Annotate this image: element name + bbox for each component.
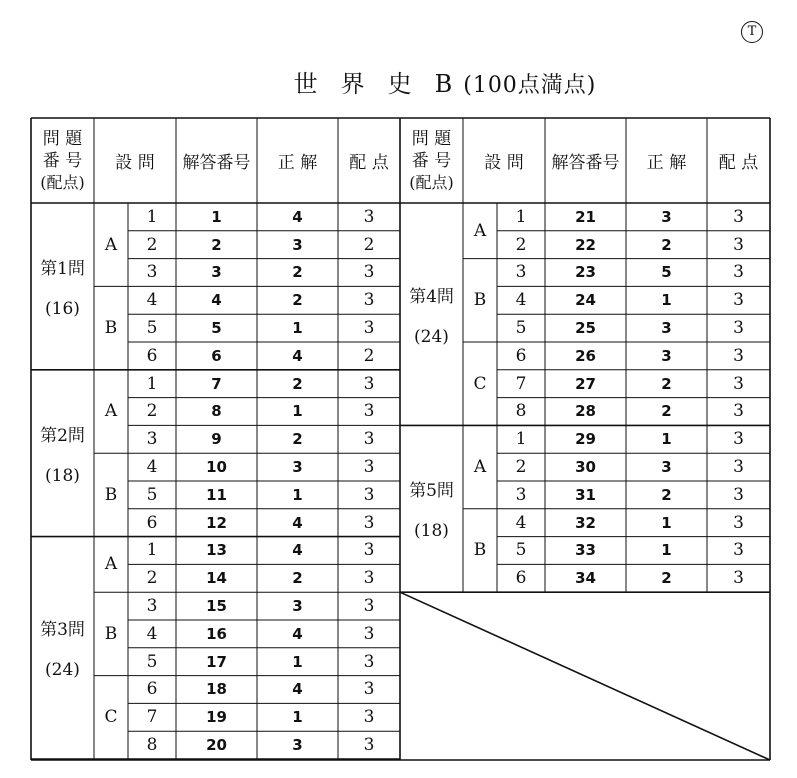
score-value: 3 [733, 262, 744, 283]
group-label: B [473, 290, 487, 311]
score-value: 3 [733, 484, 744, 505]
correct-answer: 2 [292, 263, 303, 282]
correct-answer: 1 [661, 541, 672, 560]
question-number: 6 [146, 512, 158, 533]
group-label: C [473, 373, 487, 394]
question-number: 2 [146, 234, 158, 255]
score-value: 3 [733, 234, 744, 255]
correct-answer: 1 [292, 708, 303, 727]
answer-number: 7 [211, 374, 222, 393]
section-title: 第3問 [40, 620, 85, 641]
answer-number: 10 [206, 458, 227, 477]
score-value: 3 [363, 623, 375, 644]
correct-answer: 3 [292, 736, 303, 755]
correct-answer: 1 [292, 485, 303, 504]
answer-number: 27 [575, 374, 596, 393]
title-char: B [434, 70, 454, 98]
answer-number: 15 [206, 597, 227, 616]
correct-answer: 1 [661, 513, 672, 532]
section-name [31, 203, 94, 370]
correct-answer: 4 [292, 346, 303, 365]
correct-answer: 3 [292, 235, 303, 254]
score-value: 3 [363, 290, 375, 311]
header-score: 配 点 [349, 153, 389, 173]
correct-answer: 1 [292, 652, 303, 671]
answer-number: 19 [206, 708, 227, 727]
score-value: 3 [733, 540, 744, 561]
score-value: 2 [363, 234, 375, 255]
question-number: 7 [515, 373, 527, 394]
answer-number: 6 [211, 346, 222, 365]
group-label: A [104, 234, 118, 255]
score-value: 3 [733, 206, 744, 227]
correct-answer: 4 [292, 624, 303, 643]
title-points: (100点満点) [463, 73, 597, 98]
answer-number: 11 [206, 485, 227, 504]
answer-number: 28 [575, 402, 596, 421]
score-value: 3 [363, 484, 375, 505]
correct-answer: 3 [292, 458, 303, 477]
question-number: 2 [515, 234, 527, 255]
question-number: 2 [146, 568, 158, 589]
question-number: 3 [515, 484, 527, 505]
answer-number: 14 [206, 569, 227, 588]
answer-number: 4 [211, 291, 222, 310]
question-number: 7 [146, 707, 158, 728]
header-answer-number: 解答番号 [551, 153, 620, 173]
section-total-score: (18) [45, 465, 80, 486]
correct-answer: 3 [661, 346, 672, 365]
question-number: 1 [146, 540, 158, 561]
section-total-score: (16) [45, 298, 80, 319]
score-value: 3 [363, 679, 375, 700]
answer-number: 16 [206, 624, 227, 643]
score-value: 3 [363, 568, 375, 589]
answer-number: 3 [211, 263, 222, 282]
section-name [400, 425, 463, 592]
answer-number: 23 [575, 263, 596, 282]
answer-number: 9 [211, 430, 222, 449]
correct-answer: 2 [661, 569, 672, 588]
score-value: 3 [363, 596, 375, 617]
section-total-score: (24) [414, 326, 449, 347]
correct-answer: 1 [661, 430, 672, 449]
question-number: 5 [146, 318, 158, 339]
title-char: 史 [387, 70, 413, 98]
correct-answer: 4 [292, 513, 303, 532]
correct-answer: 3 [661, 458, 672, 477]
score-value: 3 [363, 429, 375, 450]
header-correct: 正 解 [277, 153, 318, 173]
correct-answer: 3 [661, 319, 672, 338]
section-title: 第1問 [40, 258, 85, 279]
answer-number: 33 [575, 541, 596, 560]
question-number: 1 [515, 429, 527, 450]
score-value: 3 [363, 318, 375, 339]
score-value: 3 [733, 429, 744, 450]
group-label: A [104, 401, 118, 422]
answer-number: 26 [575, 346, 596, 365]
question-number: 8 [515, 401, 527, 422]
correct-answer: 2 [292, 569, 303, 588]
question-number: 1 [515, 206, 527, 227]
correct-answer: 1 [661, 291, 672, 310]
question-number: 3 [146, 429, 158, 450]
score-value: 3 [733, 373, 744, 394]
correct-answer: 2 [661, 402, 672, 421]
answer-number: 32 [575, 513, 596, 532]
answer-number: 31 [575, 485, 596, 504]
question-number: 6 [515, 568, 527, 589]
section-name [31, 370, 94, 537]
answer-number: 20 [206, 736, 227, 755]
header-problem-line: 問 題 [42, 128, 83, 149]
score-value: 3 [363, 401, 375, 422]
question-number: 5 [515, 540, 527, 561]
header-question: 設 問 [484, 153, 524, 173]
answer-number: 13 [206, 541, 227, 560]
correct-answer: 2 [661, 374, 672, 393]
score-value: 3 [363, 512, 375, 533]
question-number: 1 [146, 206, 158, 227]
header-problem-number [31, 118, 94, 203]
header-score: 配 点 [718, 153, 759, 173]
section-title: 第5問 [409, 481, 454, 502]
correct-answer: 1 [292, 402, 303, 421]
answer-number: 34 [575, 569, 596, 588]
question-number: 4 [146, 457, 158, 478]
score-value: 3 [363, 262, 375, 283]
correct-answer: 4 [292, 680, 303, 699]
score-value: 3 [733, 457, 744, 478]
answer-number: 2 [211, 235, 222, 254]
group-label: B [473, 540, 487, 561]
section-title: 第4問 [409, 286, 454, 307]
header-problem-line: (配点) [40, 172, 85, 192]
score-value: 3 [363, 707, 375, 728]
answer-number: 17 [206, 652, 227, 671]
question-number: 6 [146, 345, 158, 366]
grid-line [400, 592, 770, 760]
section-total-score: (18) [414, 521, 449, 542]
correct-answer: 5 [661, 263, 672, 282]
header-question: 設 問 [115, 153, 155, 173]
answer-number: 30 [575, 458, 596, 477]
score-value: 3 [363, 206, 375, 227]
header-problem-line: 問 題 [411, 128, 452, 149]
group-label: B [104, 484, 118, 505]
header-correct: 正 解 [646, 153, 687, 173]
answer-number: 21 [575, 207, 596, 226]
answer-number: 18 [206, 680, 227, 699]
section-total-score: (24) [45, 660, 80, 681]
correct-answer: 4 [292, 207, 303, 226]
section-title: 第2問 [40, 425, 85, 446]
header-problem-line: (配点) [409, 172, 454, 192]
group-label: C [104, 707, 118, 728]
question-number: 2 [515, 457, 527, 478]
question-number: 5 [146, 484, 158, 505]
score-value: 3 [363, 373, 375, 394]
correct-answer: 4 [292, 541, 303, 560]
question-number: 5 [146, 651, 158, 672]
score-value: 3 [363, 651, 375, 672]
question-number: 1 [146, 373, 158, 394]
score-value: 3 [733, 401, 744, 422]
question-number: 8 [146, 735, 158, 756]
question-number: 6 [515, 345, 527, 366]
score-value: 3 [733, 290, 744, 311]
group-label: A [104, 554, 118, 575]
score-value: 3 [733, 318, 744, 339]
answer-number: 22 [575, 235, 596, 254]
section-name [400, 203, 463, 425]
score-value: 3 [363, 540, 375, 561]
answer-number: 24 [575, 291, 596, 310]
correct-answer: 2 [661, 485, 672, 504]
answer-number: 8 [211, 402, 222, 421]
score-value: 3 [363, 735, 375, 756]
group-label: B [104, 318, 118, 339]
score-value: 3 [733, 568, 744, 589]
answer-number: 29 [575, 430, 596, 449]
t-circle-mark: T [741, 21, 763, 43]
section-name [31, 537, 94, 759]
question-number: 4 [515, 512, 527, 533]
question-number: 3 [146, 262, 158, 283]
question-number: 6 [146, 679, 158, 700]
group-label: A [473, 457, 487, 478]
correct-answer: 2 [292, 374, 303, 393]
answer-number: 12 [206, 513, 227, 532]
question-number: 3 [515, 262, 527, 283]
correct-answer: 1 [292, 319, 303, 338]
question-number: 4 [146, 290, 158, 311]
answer-number: 1 [211, 207, 222, 226]
header-problem-line: 番 号 [42, 150, 83, 171]
question-number: 4 [146, 623, 158, 644]
score-value: 2 [363, 345, 375, 366]
score-value: 3 [733, 512, 744, 533]
question-number: 5 [515, 318, 527, 339]
correct-answer: 2 [661, 235, 672, 254]
header-answer-number: 解答番号 [182, 153, 251, 173]
correct-answer: 3 [661, 207, 672, 226]
correct-answer: 3 [292, 597, 303, 616]
answer-number: 25 [575, 319, 596, 338]
group-label: B [104, 623, 118, 644]
correct-answer: 2 [292, 430, 303, 449]
group-label: A [473, 220, 487, 241]
question-number: 3 [146, 596, 158, 617]
title-char: 世 [293, 70, 319, 98]
title-char: 界 [340, 70, 366, 98]
score-value: 3 [363, 457, 375, 478]
question-number: 2 [146, 401, 158, 422]
score-value: 3 [733, 345, 744, 366]
header-problem-number [400, 118, 463, 203]
header-problem-line: 番 号 [411, 150, 452, 171]
answer-number: 5 [211, 319, 222, 338]
question-number: 4 [515, 290, 527, 311]
correct-answer: 2 [292, 291, 303, 310]
